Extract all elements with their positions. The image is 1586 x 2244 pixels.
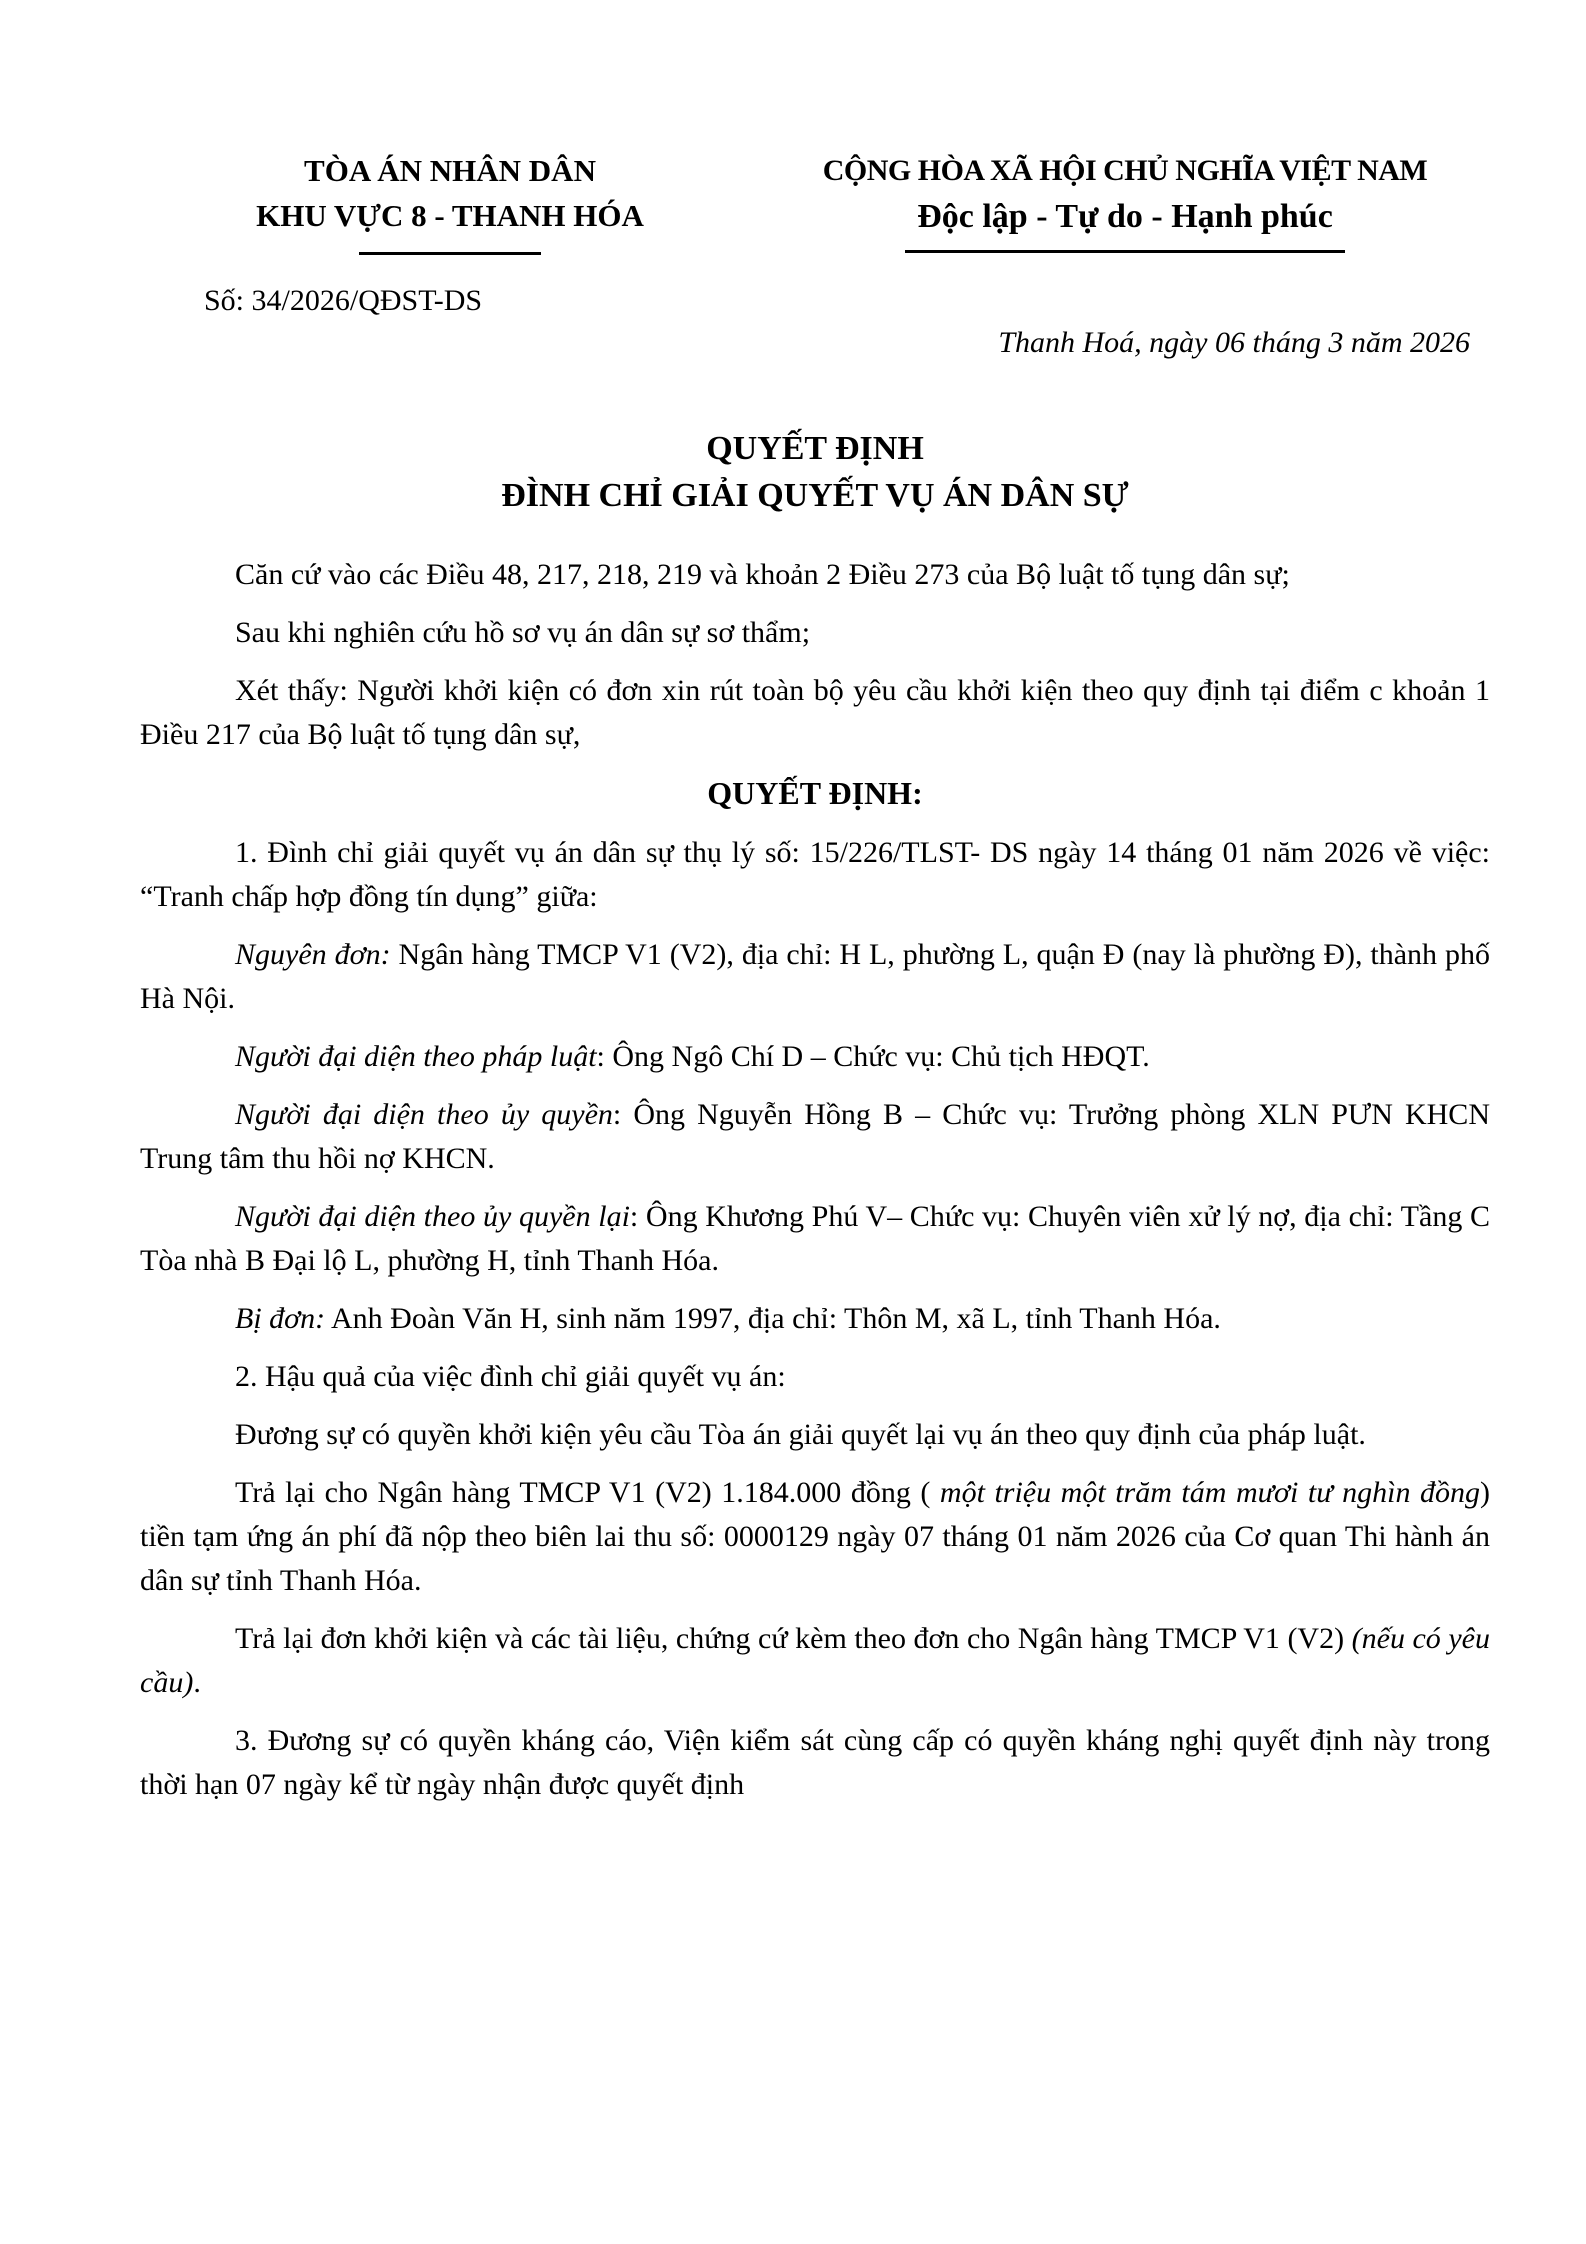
finding-paragraph: Xét thấy: Người khởi kiện có đơn xin rút toàn bộ yêu cầu khởi kiện theo quy định tại điểm c khoản 1 Điều 217 của Bộ luật tố tụng dân sự, [140, 674, 1490, 751]
document-header [140, 148, 1490, 255]
decision-item-1: 1. Đình chỉ giải quyết vụ án dân sự thụ lý số: 15/226/TLST- DS ngày 14 tháng 01 năm 2026 về việc: “Tranh chấp hợp đồng tín dụng” giữa: [140, 836, 1490, 913]
plaintiff-label: Nguyên đơn: [235, 938, 391, 971]
national-motto-block [760, 148, 1490, 253]
refund-text-post: ) tiền tạm ứng án phí đã nộp theo biên lai thu số: 0000129 ngày 07 tháng 01 năm 2026 của Cơ quan Thi hành án dân sự tỉnh Thanh Hóa. [140, 1476, 1490, 1597]
court-underline [359, 252, 541, 255]
defendant-paragraph [140, 1297, 1490, 1341]
decision-heading: QUYẾT ĐỊNH: [707, 775, 923, 811]
return-text-pre: Trả lại đơn khởi kiện và các tài liệu, chứng cứ kèm theo đơn cho Ngân hàng TMCP V1 (V2) [235, 1622, 1352, 1655]
plaintiff-text: Ngân hàng TMCP V1 (V2), địa chỉ: H L, phường L, quận Đ (nay là phường Đ), thành phố Hà Nội. [140, 938, 1490, 1015]
court-name-line2: KHU VỰC 8 - THANH HÓA [256, 198, 644, 233]
title-line2: ĐÌNH CHỈ GIẢI QUYẾT VỤ ÁN DÂN SỰ [501, 477, 1129, 514]
legal-basis-paragraph-2: Sau khi nghiên cứu hồ sơ vụ án dân sự sơ thẩm; [235, 616, 811, 649]
legal-representative-text: : Ông Ngô Chí D – Chức vụ: Chủ tịch HĐQT. [596, 1040, 1150, 1073]
motto-underline [905, 250, 1345, 253]
sub-authorized-representative-text: : Ông Khương Phú V– Chức vụ: Chuyên viên xử lý nợ, địa chỉ: Tầng C Tòa nhà B Đại lộ L, phường H, tỉnh Thanh Hóa. [140, 1200, 1490, 1277]
issuing-court-block [140, 148, 760, 255]
return-text-post: . [193, 1666, 201, 1699]
document-body [140, 553, 1490, 1807]
return-documents-paragraph [140, 1617, 1490, 1705]
authorized-representative-paragraph [140, 1093, 1490, 1181]
legal-representative-paragraph [140, 1035, 1490, 1079]
plaintiff-paragraph [140, 933, 1490, 1021]
return-condition: (nếu có yêu cầu) [140, 1622, 1490, 1699]
decision-item-2: 2. Hậu quả của việc đình chỉ giải quyết vụ án: [235, 1360, 786, 1393]
legal-representative-label: Người đại diện theo pháp luật [235, 1040, 597, 1073]
national-motto: Độc lập - Tự do - Hạnh phúc [917, 198, 1333, 235]
authorized-representative-label: Người đại diện theo ủy quyền [235, 1098, 613, 1131]
sub-authorized-representative-paragraph [140, 1195, 1490, 1283]
decision-item-2a: Đương sự có quyền khởi kiện yêu cầu Tòa án giải quyết lại vụ án theo quy định của pháp luật. [235, 1418, 1366, 1451]
authorized-representative-text: : Ông Nguyễn Hồng B – Chức vụ: Trưởng phòng XLN PƯN KHCN Trung tâm thu hồi nợ KHCN. [140, 1098, 1490, 1175]
document-number: Số: 34/2026/QĐST-DS [204, 284, 483, 317]
title-line1: QUYẾT ĐỊNH [706, 430, 924, 467]
document-meta [140, 281, 1490, 363]
refund-amount-words: một triệu một trăm tám mươi tư nghìn đồng [939, 1476, 1480, 1509]
place-and-date: Thanh Hoá, ngày 06 tháng 3 năm 2026 [998, 326, 1470, 359]
defendant-text: Anh Đoàn Văn H, sinh năm 1997, địa chỉ: Thôn M, xã L, tỉnh Thanh Hóa. [325, 1302, 1221, 1335]
refund-text-pre: Trả lại cho Ngân hàng TMCP V1 (V2) 1.184.000 đồng ( [235, 1476, 940, 1509]
document-title [140, 425, 1490, 519]
national-title: CỘNG HÒA XÃ HỘI CHỦ NGHĨA VIỆT NAM [822, 154, 1428, 187]
court-name-line1: TÒA ÁN NHÂN DÂN [304, 153, 596, 188]
decision-item-3: 3. Đương sự có quyền kháng cáo, Viện kiểm sát cùng cấp có quyền kháng nghị quyết định này trong thời hạn 07 ngày kể từ ngày nhận được quyết định [140, 1724, 1490, 1801]
legal-basis-paragraph-1: Căn cứ vào các Điều 48, 217, 218, 219 và khoản 2 Điều 273 của Bộ luật tố tụng dân sự; [235, 558, 1290, 591]
defendant-label: Bị đơn: [235, 1302, 326, 1335]
sub-authorized-representative-label: Người đại diện theo ủy quyền lại [235, 1200, 630, 1233]
refund-paragraph [140, 1471, 1490, 1603]
